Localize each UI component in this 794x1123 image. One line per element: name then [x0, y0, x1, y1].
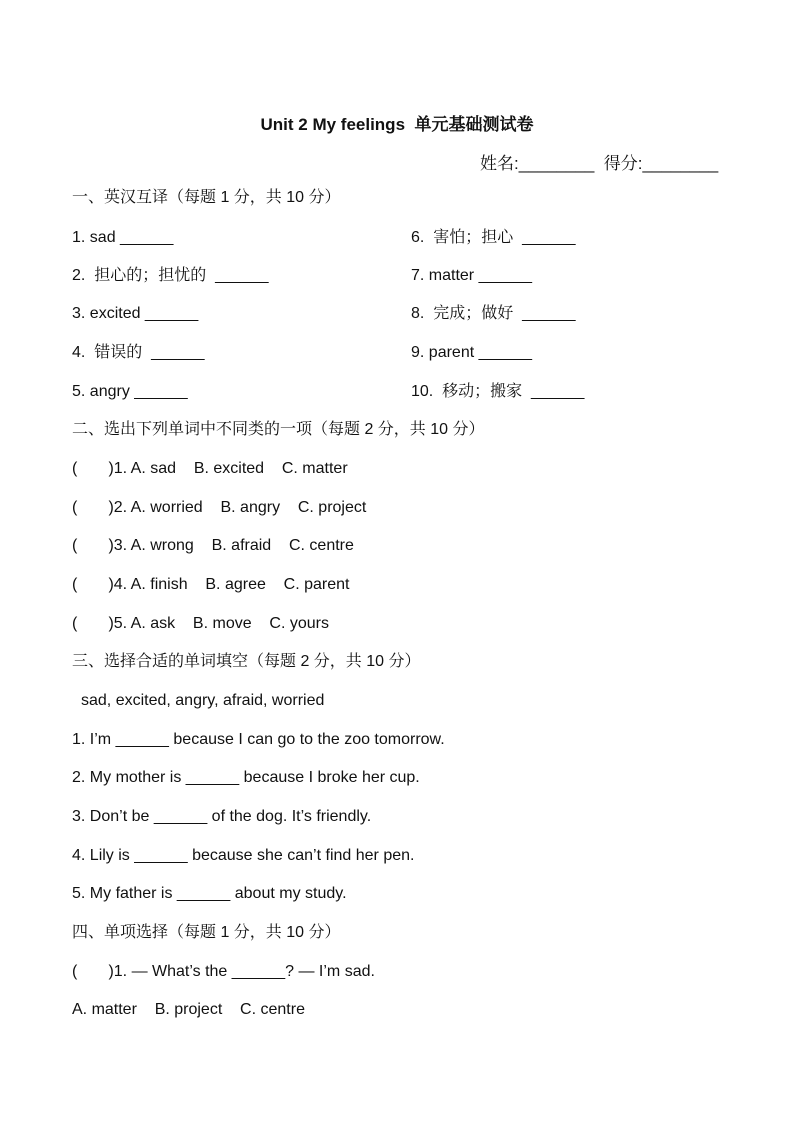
sec1-item-5: 5. angry ______ [72, 383, 188, 400]
sec3-item-5: 5. My father is ______ about my study. [72, 885, 347, 902]
section-3-heading: 三、选择合适的单词填空（每题 2 分，共 10 分） [72, 653, 421, 670]
sec1-item-4: 4. 错误的 ______ [72, 344, 205, 361]
sec4-question-1: ( )1. — What’s the ______? — I’m sad. [72, 963, 375, 980]
sec2-item-1: ( )1. A. sad B. excited C. matter [72, 460, 348, 477]
sec1-item-9: 9. parent ______ [411, 344, 532, 361]
section-2-heading: 二、选出下列单词中不同类的一项（每题 2 分，共 10 分） [72, 421, 485, 438]
sec1-item-7: 7. matter ______ [411, 267, 532, 284]
sec3-item-4: 4. Lily is ______ because she can’t find her pen. [72, 847, 415, 864]
name-score-line: 姓名:________ 得分:________ [480, 154, 719, 173]
section-1-heading: 一、英汉互译（每题 1 分，共 10 分） [72, 189, 341, 206]
sec2-item-5: ( )5. A. ask B. move C. yours [72, 615, 329, 632]
sec2-item-3: ( )3. A. wrong B. afraid C. centre [72, 537, 354, 554]
sec3-item-2: 2. My mother is ______ because I broke her cup. [72, 769, 420, 786]
sec1-item-6: 6. 害怕；担心 ______ [411, 229, 576, 246]
sec1-item-8: 8. 完成；做好 ______ [411, 305, 576, 322]
section-4-heading: 四、单项选择（每题 1 分，共 10 分） [72, 924, 341, 941]
sec1-item-1: 1. sad ______ [72, 229, 174, 246]
sec4-question-1-options: A. matter B. project C. centre [72, 1001, 305, 1018]
sec2-item-4: ( )4. A. finish B. agree C. parent [72, 576, 350, 593]
sec3-item-1: 1. I’m ______ because I can go to the zoo tomorrow. [72, 731, 445, 748]
sec1-item-3: 3. excited ______ [72, 305, 199, 322]
sec1-item-2: 2. 担心的；担忧的 ______ [72, 267, 269, 284]
word-bank: sad, excited, angry, afraid, worried [81, 692, 325, 709]
page-title: Unit 2 My feelings 单元基础测试卷 [260, 115, 534, 134]
sec1-item-10: 10. 移动；搬家 ______ [411, 383, 585, 400]
sec2-item-2: ( )2. A. worried B. angry C. project [72, 499, 367, 516]
sec3-item-3: 3. Don’t be ______ of the dog. It’s friendly. [72, 808, 372, 825]
